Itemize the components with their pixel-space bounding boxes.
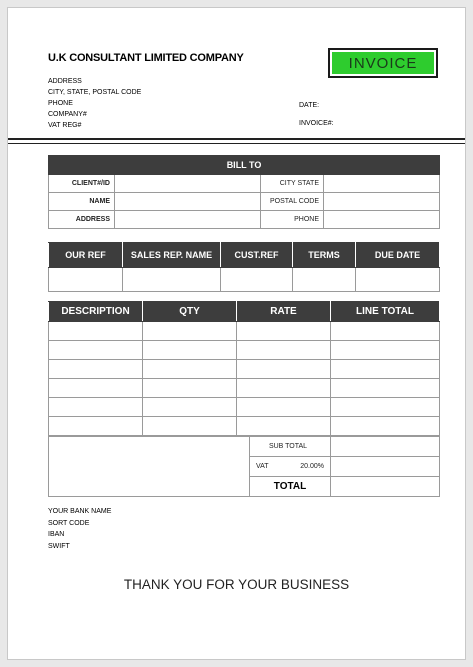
address-label: ADDRESS (49, 211, 115, 229)
invoice-badge-label: INVOICE (332, 52, 434, 74)
due-date-field[interactable] (356, 268, 440, 292)
date-label: DATE: (299, 102, 320, 109)
thank-you-message: THANK YOU FOR YOUR BUSINESS (123, 577, 350, 592)
cust-ref-header: CUST.REF (221, 243, 293, 268)
vat-value[interactable] (331, 457, 440, 477)
rate-cell[interactable] (237, 417, 331, 436)
invoice-badge (328, 48, 438, 78)
swift-line: SWIFT (48, 542, 70, 550)
description-cell[interactable] (49, 322, 143, 341)
sales-rep-header: SALES REP. NAME (123, 243, 221, 268)
total-label: TOTAL (250, 477, 331, 497)
description-cell[interactable] (49, 398, 143, 417)
vat-cell (250, 457, 331, 477)
phone-field[interactable] (324, 211, 440, 229)
line-total-cell[interactable] (331, 322, 440, 341)
cust-ref-field[interactable] (221, 268, 293, 292)
line-total-cell[interactable] (331, 360, 440, 379)
bank-details (48, 506, 111, 552)
description-header: DESCRIPTION (49, 302, 143, 322)
reference-table (48, 242, 440, 292)
phone-label: PHONE (261, 211, 324, 229)
qty-cell[interactable] (143, 341, 237, 360)
address-line: ADDRESS (48, 78, 82, 85)
line-total-cell[interactable] (331, 341, 440, 360)
vat-rate: 20.00% (300, 463, 324, 470)
total-value[interactable] (331, 477, 440, 497)
our-ref-field[interactable] (49, 268, 123, 292)
client-id-label: CLIENT#/ID (49, 175, 115, 193)
company-address-block (48, 76, 141, 131)
city-state-field[interactable] (324, 175, 440, 193)
rate-cell[interactable] (237, 341, 331, 360)
table-row (49, 360, 440, 379)
bill-to-title: BILL TO (49, 156, 440, 175)
invoice-page (7, 7, 466, 660)
terms-field[interactable] (293, 268, 356, 292)
client-id-field[interactable] (115, 175, 261, 193)
rate-cell[interactable] (237, 379, 331, 398)
vat-label: VAT (256, 463, 269, 470)
table-row (49, 398, 440, 417)
line-total-cell[interactable] (331, 398, 440, 417)
bank-name-line: YOUR BANK NAME (48, 508, 112, 515)
rate-header: RATE (237, 302, 331, 322)
line-total-cell[interactable] (331, 417, 440, 436)
iban-line: IBAN (48, 531, 65, 538)
rate-cell[interactable] (237, 398, 331, 417)
invoice-number-label: INVOICE#: (299, 120, 334, 127)
name-label: NAME (49, 193, 115, 211)
table-row (49, 417, 440, 436)
qty-cell[interactable] (143, 379, 237, 398)
table-row (49, 322, 440, 341)
qty-cell[interactable] (143, 360, 237, 379)
phone-line: PHONE (48, 100, 73, 107)
postal-code-field[interactable] (324, 193, 440, 211)
rate-cell[interactable] (237, 360, 331, 379)
qty-header: QTY (143, 302, 237, 322)
qty-cell[interactable] (143, 417, 237, 436)
sort-code-line: SORT CODE (48, 519, 90, 527)
table-row (49, 341, 440, 360)
line-items-table (48, 301, 440, 436)
notes-area[interactable] (49, 437, 250, 497)
rate-cell[interactable] (237, 322, 331, 341)
address-field[interactable] (115, 211, 261, 229)
description-cell[interactable] (49, 341, 143, 360)
subtotal-value[interactable] (331, 437, 440, 457)
line-total-header: LINE TOTAL (331, 302, 440, 322)
sales-rep-field[interactable] (123, 268, 221, 292)
city-state-label: CITY STATE (261, 175, 324, 193)
header-divider-thick (8, 138, 465, 140)
postal-code-label: POSTAL CODE (261, 193, 324, 211)
company-name: U.K CONSULTANT LIMITED COMPANY (48, 52, 244, 64)
totals-table (48, 436, 440, 497)
subtotal-label: SUB TOTAL (250, 437, 331, 457)
due-date-header: DUE DATE (356, 243, 440, 268)
description-cell[interactable] (49, 379, 143, 398)
description-cell[interactable] (49, 417, 143, 436)
line-total-cell[interactable] (331, 379, 440, 398)
qty-cell[interactable] (143, 322, 237, 341)
city-state-postal-line: CITY, STATE, POSTAL CODE (48, 89, 142, 96)
terms-header: TERMS (293, 243, 356, 268)
our-ref-header: OUR REF (49, 243, 123, 268)
company-number-line: COMPANY# (48, 111, 87, 118)
bill-to-table (48, 155, 440, 229)
vat-reg-line: VAT REG# (48, 122, 82, 129)
qty-cell[interactable] (143, 398, 237, 417)
table-row (49, 379, 440, 398)
description-cell[interactable] (49, 360, 143, 379)
header-divider-thin (8, 143, 465, 144)
name-field[interactable] (115, 193, 261, 211)
